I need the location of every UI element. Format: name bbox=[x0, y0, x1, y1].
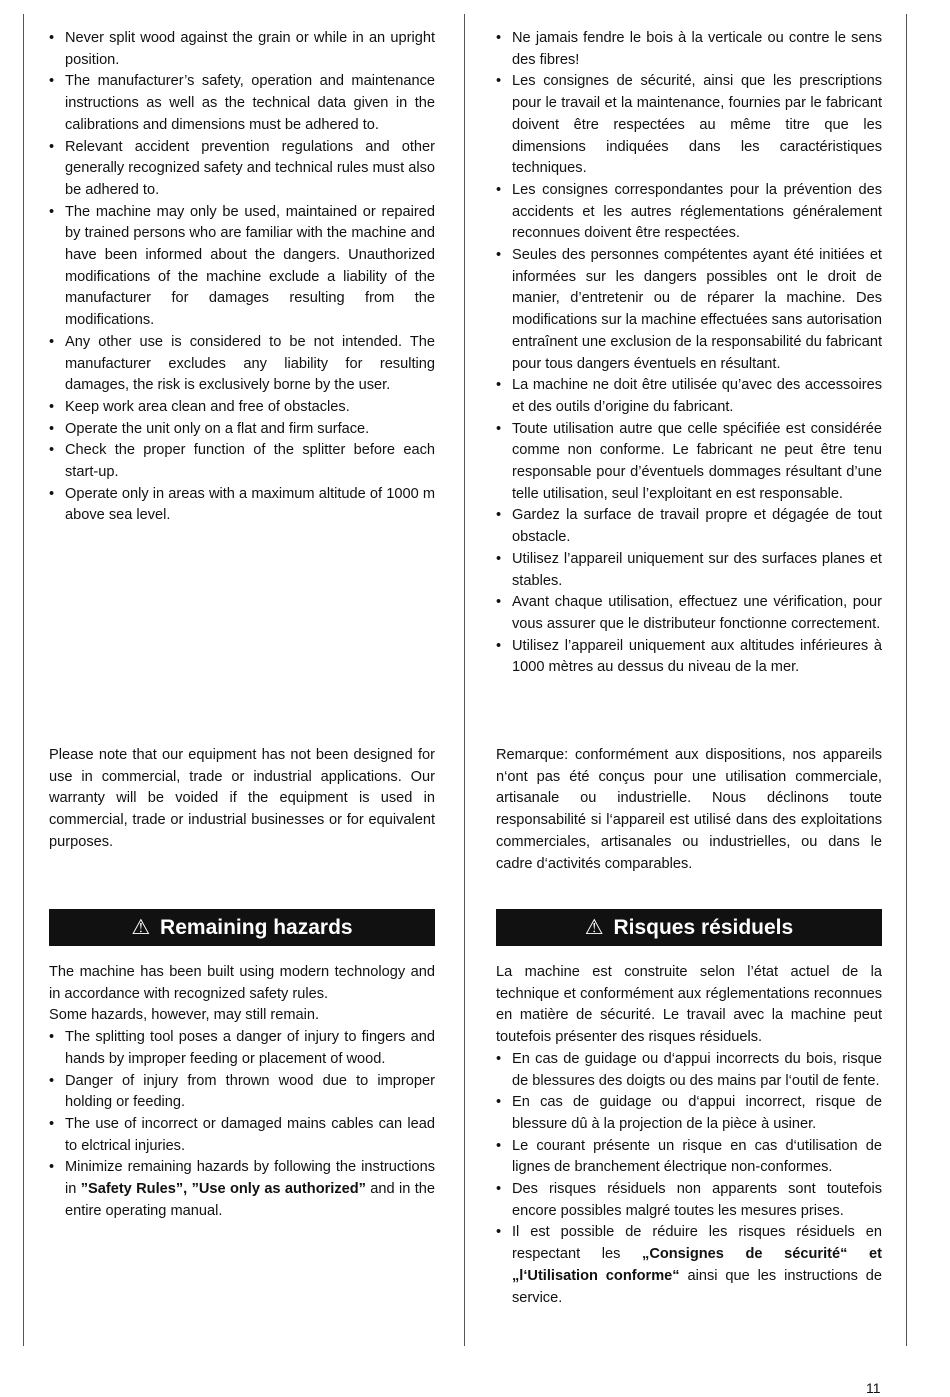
item-bold-text: „Consignes de sécurité“ et „l‘Utilisation conforme“ bbox=[512, 1246, 882, 1284]
list-item: • Operate only in areas with a maximum altitude of 1000 m above sea level. bbox=[49, 484, 435, 527]
english-commercial-use-note bbox=[49, 745, 435, 854]
french-commercial-use-note bbox=[496, 745, 882, 875]
list-item: • Never split wood against the grain or while in an upright position. bbox=[49, 28, 435, 71]
heading-text: Risques résiduels bbox=[613, 916, 794, 939]
item-text: Il est possible de réduire les risques résiduels en respectant les bbox=[512, 1224, 882, 1263]
warning-icon: ⚠ bbox=[584, 916, 604, 939]
item-text: ainsi que les instructions de service. bbox=[512, 1267, 882, 1306]
risques-residuels-heading bbox=[496, 909, 882, 946]
list-item: • Operate the unit only on a flat and firm surface. bbox=[49, 419, 435, 441]
list-item: • En cas de guidage ou d‘appui incorrect, risque de blessure dû à la projection de la pièce à usiner. bbox=[496, 1092, 882, 1135]
list-item: • En cas de guidage ou d‘appui incorrects du bois, risque de blessures des doigts ou des mains par l‘outil de fente. bbox=[496, 1049, 882, 1092]
french-safety-bullets bbox=[496, 28, 882, 679]
list-item bbox=[49, 1157, 435, 1222]
list-item bbox=[496, 1222, 882, 1309]
french-safety-list bbox=[496, 28, 882, 679]
list-item: • Danger of injury from thrown wood due to improper holding or feeding. bbox=[49, 1071, 435, 1114]
warning-icon: ⚠ bbox=[131, 916, 151, 939]
list-item: • Des risques résiduels non apparents sont toutefois encore possibles malgré toutes les mesures prises. bbox=[496, 1179, 882, 1222]
left-margin-rule bbox=[23, 14, 24, 1346]
item-bold-text: ”Safety Rules”, ”Use only as authorized” bbox=[80, 1181, 366, 1198]
right-margin-rule bbox=[906, 14, 907, 1346]
list-item: • Toute utilisation autre que celle spécifiée est considérée comme non conforme. Le fabricant ne peut être tenu responsable pour d’éventuels dommages résultant d’une telle utilisation, seul l’exploitant en est responsable. bbox=[496, 419, 882, 506]
english-safety-list bbox=[49, 28, 435, 527]
list-item: • Keep work area clean and free of obstacles. bbox=[49, 397, 435, 419]
hazard-intro: The machine has been built using modern technology and in accordance with recognized safety rules. bbox=[49, 964, 435, 1002]
french-remaining-hazards bbox=[496, 962, 882, 1309]
list-item: • The machine may only be used, maintained or repaired by trained persons who are familiar with the machine and have been informed about the dangers. Unauthorized modifications of the machine exclude a liability of the manufacturer for damages resulting from the modifications. bbox=[49, 202, 435, 332]
list-item: • Le courant présente un risque en cas d‘utilisation de lignes de branchement électrique non-conformes. bbox=[496, 1136, 882, 1179]
hazard-bullets bbox=[496, 1049, 882, 1309]
list-item: • The splitting tool poses a danger of injury to fingers and hands by improper feeding or placement of wood. bbox=[49, 1027, 435, 1070]
hazard-intro: La machine est construite selon l’état actuel de la technique et conformément aux réglementations reconnues en matière de sécurité. Le travail avec la machine peut toutefois présenter des risques résiduels. bbox=[496, 964, 882, 1046]
list-item: • Check the proper function of the splitter before each start-up. bbox=[49, 440, 435, 483]
list-item: • Relevant accident prevention regulations and other generally recognized safety and technical rules must also be adhered to. bbox=[49, 137, 435, 202]
list-item: • Utilisez l’appareil uniquement sur des surfaces planes et stables. bbox=[496, 549, 882, 592]
note-text: Please note that our equipment has not been designed for use in commercial, trade or industrial applications. Our warranty will be voided if the equipment is used in commercial, trade or industrial businesses or for equivalent purposes. bbox=[49, 747, 435, 850]
hazard-bullets bbox=[49, 1027, 435, 1222]
english-remaining-hazards bbox=[49, 962, 435, 1222]
list-item: • Les consignes correspondantes pour la prévention des accidents et les autres réglementations généralement reconnues doivent être respectées. bbox=[496, 180, 882, 245]
list-item: • Any other use is considered to be not intended. The manufacturer excludes any liability for resulting damages, the risk is exclusively borne by the user. bbox=[49, 332, 435, 397]
list-item: • Avant chaque utilisation, effectuez une vérification, pour vous assurer que le distributeur fonctionne correctement. bbox=[496, 592, 882, 635]
list-item: • The manufacturer’s safety, operation and maintenance instructions as well as the technical data given in the calibrations and dimensions must be adhered to. bbox=[49, 71, 435, 136]
page-number: 11 bbox=[866, 1380, 881, 1396]
note-text: Remarque: conformément aux dispositions, nos appareils n‘ont pas été conçus pour une utilisation commerciale, artisanale ou industrielle. Nous déclinons toute responsabilité si l‘appareil est utilisé dans des exploitations commerciales, artisanales ou industrielles, ou dans le cadre d‘activités comparables. bbox=[496, 747, 882, 872]
list-item: • The use of incorrect or damaged mains cables can lead to elctrical injuries. bbox=[49, 1114, 435, 1157]
list-item: • Ne jamais fendre le bois à la verticale ou contre le sens des fibres! bbox=[496, 28, 882, 71]
list-item: • Utilisez l’appareil uniquement aux altitudes inférieures à 1000 mètres au dessus du niveau de la mer. bbox=[496, 636, 882, 679]
heading-text: Remaining hazards bbox=[160, 916, 353, 939]
english-safety-bullets bbox=[49, 28, 435, 527]
remaining-hazards-heading bbox=[49, 909, 435, 946]
center-column-rule bbox=[464, 14, 465, 1346]
list-item: • Gardez la surface de travail propre et dégagée de tout obstacle. bbox=[496, 505, 882, 548]
list-item: • La machine ne doit être utilisée qu’avec des accessoires et des outils d’origine du fabricant. bbox=[496, 375, 882, 418]
item-text: Minimize remaining hazards by following the instructions in bbox=[65, 1159, 435, 1198]
hazard-intro-2: Some hazards, however, may still remain. bbox=[49, 1007, 320, 1024]
item-text: and in the entire operating manual. bbox=[65, 1181, 435, 1219]
list-item: • Les consignes de sécurité, ainsi que les prescriptions pour le travail et la maintenance, fournies par le fabricant doivent être respectées au même titre que les dimensions indiquées dans les caractéristiques techniques. bbox=[496, 71, 882, 180]
list-item: • Seules des personnes compétentes ayant été initiées et informées sur les dangers possibles ont le droit de manier, d’entretenir ou de réparer la machine. Des modifications sur la machine effectuées sans autorisation entraînent une exclusion de la responsabilité du fabricant pour tous dangers éventuels en résultant. bbox=[496, 245, 882, 375]
